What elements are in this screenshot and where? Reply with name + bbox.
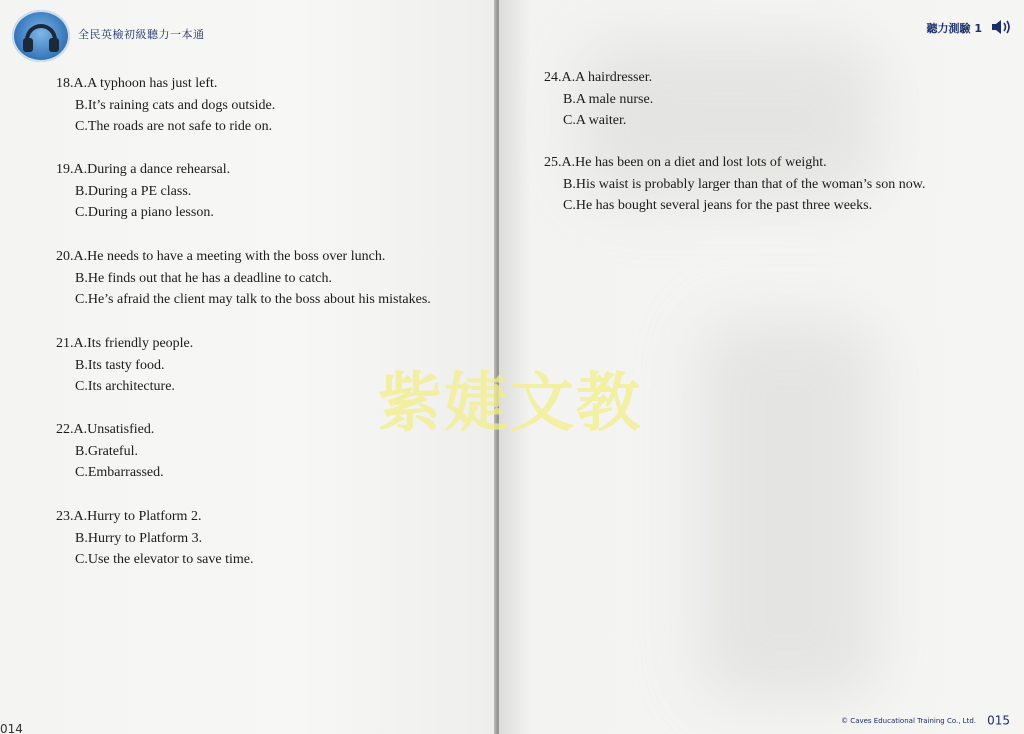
option-letter: C. (75, 379, 88, 394)
option-text: He’s afraid the client may talk to the boss about his mistakes. (87, 292, 431, 307)
option-text: A hairdresser. (575, 70, 653, 85)
option-text: It’s raining cats and dogs outside. (87, 97, 276, 113)
option-letter: A. (73, 162, 88, 177)
right-page-number: 015 (987, 713, 1010, 728)
question-number: 19. (56, 162, 74, 177)
option-text: Hurry to Platform 2. (87, 509, 202, 524)
option-letter: C. (75, 292, 88, 307)
question-22 (56, 419, 164, 484)
option-text: Its architecture. (87, 379, 175, 394)
option-letter: B. (563, 91, 576, 107)
option-text: He has been on a diet and lost lots of weight. (575, 155, 827, 170)
question-number: 18. (56, 76, 74, 91)
option-text: Use the elevator to save time. (87, 552, 254, 567)
option-letter: B. (75, 183, 88, 199)
option-letter: B. (75, 357, 88, 373)
option-text: Hurry to Platform 3. (87, 530, 203, 546)
question-19 (56, 159, 230, 224)
question-18 (56, 73, 275, 138)
question-number: 21. (56, 336, 74, 351)
question-24 (544, 67, 653, 132)
left-page-number: 014 (0, 722, 23, 734)
option-text: Grateful. (87, 443, 138, 459)
question-20 (56, 246, 431, 311)
watermark: 紫婕文教 (378, 367, 642, 441)
option-text: His waist is probably larger than that of the woman’s son now. (575, 176, 926, 192)
option-text: A waiter. (575, 113, 627, 128)
question-23 (56, 506, 253, 571)
option-letter: A. (561, 155, 576, 170)
option-text: He finds out that he has a deadline to catch. (87, 270, 332, 286)
question-number: 23. (56, 509, 74, 524)
question-25 (544, 152, 925, 217)
option-text: The roads are not safe to ride on. (87, 119, 273, 134)
option-letter: B. (563, 176, 576, 192)
option-text: Its friendly people. (87, 336, 194, 351)
option-letter: B. (75, 97, 88, 113)
option-letter: A. (73, 422, 88, 437)
copyright-notice: © Caves Educational Training Co., Ltd. (841, 716, 976, 725)
headphones-logo-icon (12, 10, 70, 62)
option-text: Embarrassed. (87, 465, 164, 480)
option-text: A typhoon has just left. (87, 76, 218, 91)
option-letter: A. (73, 76, 88, 91)
option-letter: A. (73, 509, 88, 524)
option-letter: C. (75, 552, 88, 567)
question-number: 20. (56, 249, 74, 264)
option-letter: A. (73, 336, 88, 351)
option-text: A male nurse. (575, 91, 654, 107)
option-letter: B. (75, 443, 88, 459)
option-text: He has bought several jeans for the past three weeks. (575, 198, 873, 213)
option-letter: C. (75, 205, 88, 220)
option-text: Its tasty food. (87, 357, 165, 373)
option-text: Unsatisfied. (87, 422, 155, 437)
option-letter: C. (75, 119, 88, 134)
option-letter: B. (75, 270, 88, 286)
right-page-footer (841, 710, 1010, 729)
option-letter: C. (563, 198, 576, 213)
question-21 (56, 333, 193, 398)
option-text: During a dance rehearsal. (87, 162, 231, 177)
option-text: During a PE class. (87, 183, 192, 199)
book-title: 全民英檢初級聽力一本通 (78, 28, 205, 41)
option-letter: B. (75, 530, 88, 546)
audio-speaker-icon (990, 18, 1012, 36)
question-number: 22. (56, 422, 74, 437)
option-text: During a piano lesson. (87, 205, 214, 220)
option-text: He needs to have a meeting with the boss over lunch. (87, 249, 386, 264)
option-letter: C. (563, 113, 576, 128)
option-letter: A. (73, 249, 88, 264)
section-title: 聽力測驗 1 (926, 22, 982, 35)
question-number: 24. (544, 70, 562, 85)
option-letter: C. (75, 465, 88, 480)
question-number: 25. (544, 155, 562, 170)
option-letter: A. (561, 70, 576, 85)
